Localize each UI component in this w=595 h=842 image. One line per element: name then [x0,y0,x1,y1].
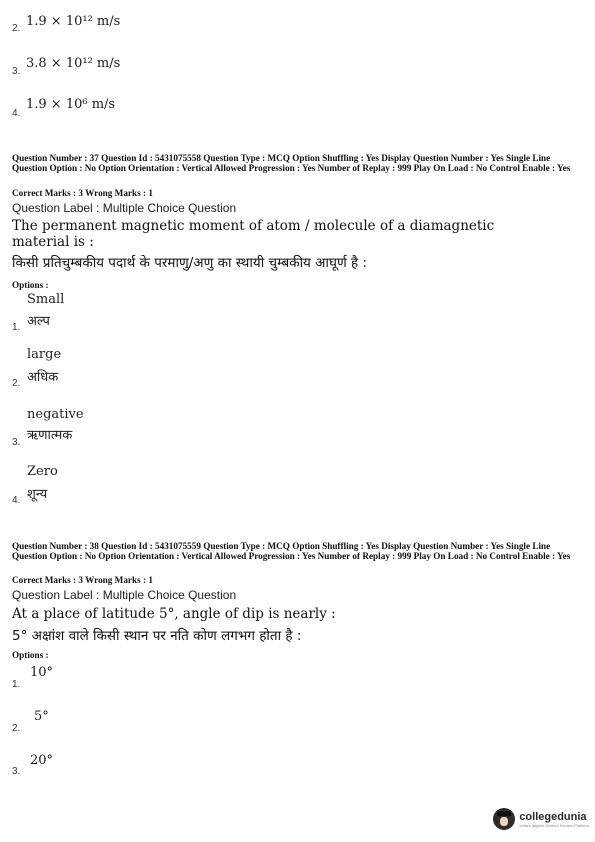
question-text-hindi: किसी प्रतिचुम्बकीय पदार्थ के परमाणु/अणु का स्थायी चुम्बकीय आघूर्ण है : [12,255,368,271]
option-hindi: अधिक [27,370,59,385]
question-label: Question Label : Multiple Choice Question [12,588,237,602]
question-metadata: Question Number : 37 Question Id : 5431075558 Question Type : MCQ Option Shuffling : Yes Display Question Number : Yes Single Line Question Option : No Option Orientation : Vertical Allowed Progression : Yes Number of Replay : 999 Play On Load : No Control Enable : Yes [12,153,571,173]
option-number: 4. [12,108,21,119]
mascot-icon [493,808,515,830]
option-number: 3. [12,66,21,77]
option-english: Small [27,292,65,307]
logo-name: collegedunia [519,810,587,823]
option-english: Zero [27,464,58,479]
option-english: large [27,347,62,362]
question-marks: Correct Marks : 3 Wrong Marks : 1 [12,188,153,198]
question-marks: Correct Marks : 3 Wrong Marks : 1 [12,575,153,585]
option-hindi: शून्य [27,487,48,502]
option-text: 1.9 × 10⁶ m/s [26,97,116,112]
collegedunia-logo [493,808,589,830]
option-number: 1. [12,322,21,333]
question-text-english: At a place of latitude 5°, angle of dip is nearly : [12,606,336,622]
option-number: 1. [12,679,21,690]
option-number: 3. [12,766,21,777]
option-number: 2. [12,378,21,389]
option-english: negative [27,407,84,422]
option-text: 1.9 × 10¹² m/s [26,14,121,29]
option-number: 2. [12,23,21,34]
question-metadata: Question Number : 38 Question Id : 5431075559 Question Type : MCQ Option Shuffling : Yes Display Question Number : Yes Single Line Question Option : No Option Orientation : Vertical Allowed Progression : Yes Number of Replay : 999 Play On Load : No Control Enable : Yes [12,541,571,561]
options-label: Options : [12,650,49,660]
option-text: 3.8 × 10¹² m/s [26,56,121,71]
option-text: 5° [34,709,49,724]
logo-tagline: India's largest Student Review Platform [519,822,589,828]
options-label: Options : [12,280,49,290]
option-text: 20° [30,753,54,768]
question-text-hindi: 5° अक्षांश वाले किसी स्थान पर नति कोण लगभग होता है : [12,628,302,644]
question-label: Question Label : Multiple Choice Question [12,201,237,215]
option-number: 2. [12,723,21,734]
option-text: 10° [30,665,54,680]
option-hindi: ऋणात्मक [27,428,73,443]
option-number: 4. [12,495,21,506]
question-text-english: The permanent magnetic moment of atom / molecule of a diamagnetic material is : [12,218,495,250]
option-number: 3. [12,437,21,448]
option-hindi: अल्प [27,314,50,329]
